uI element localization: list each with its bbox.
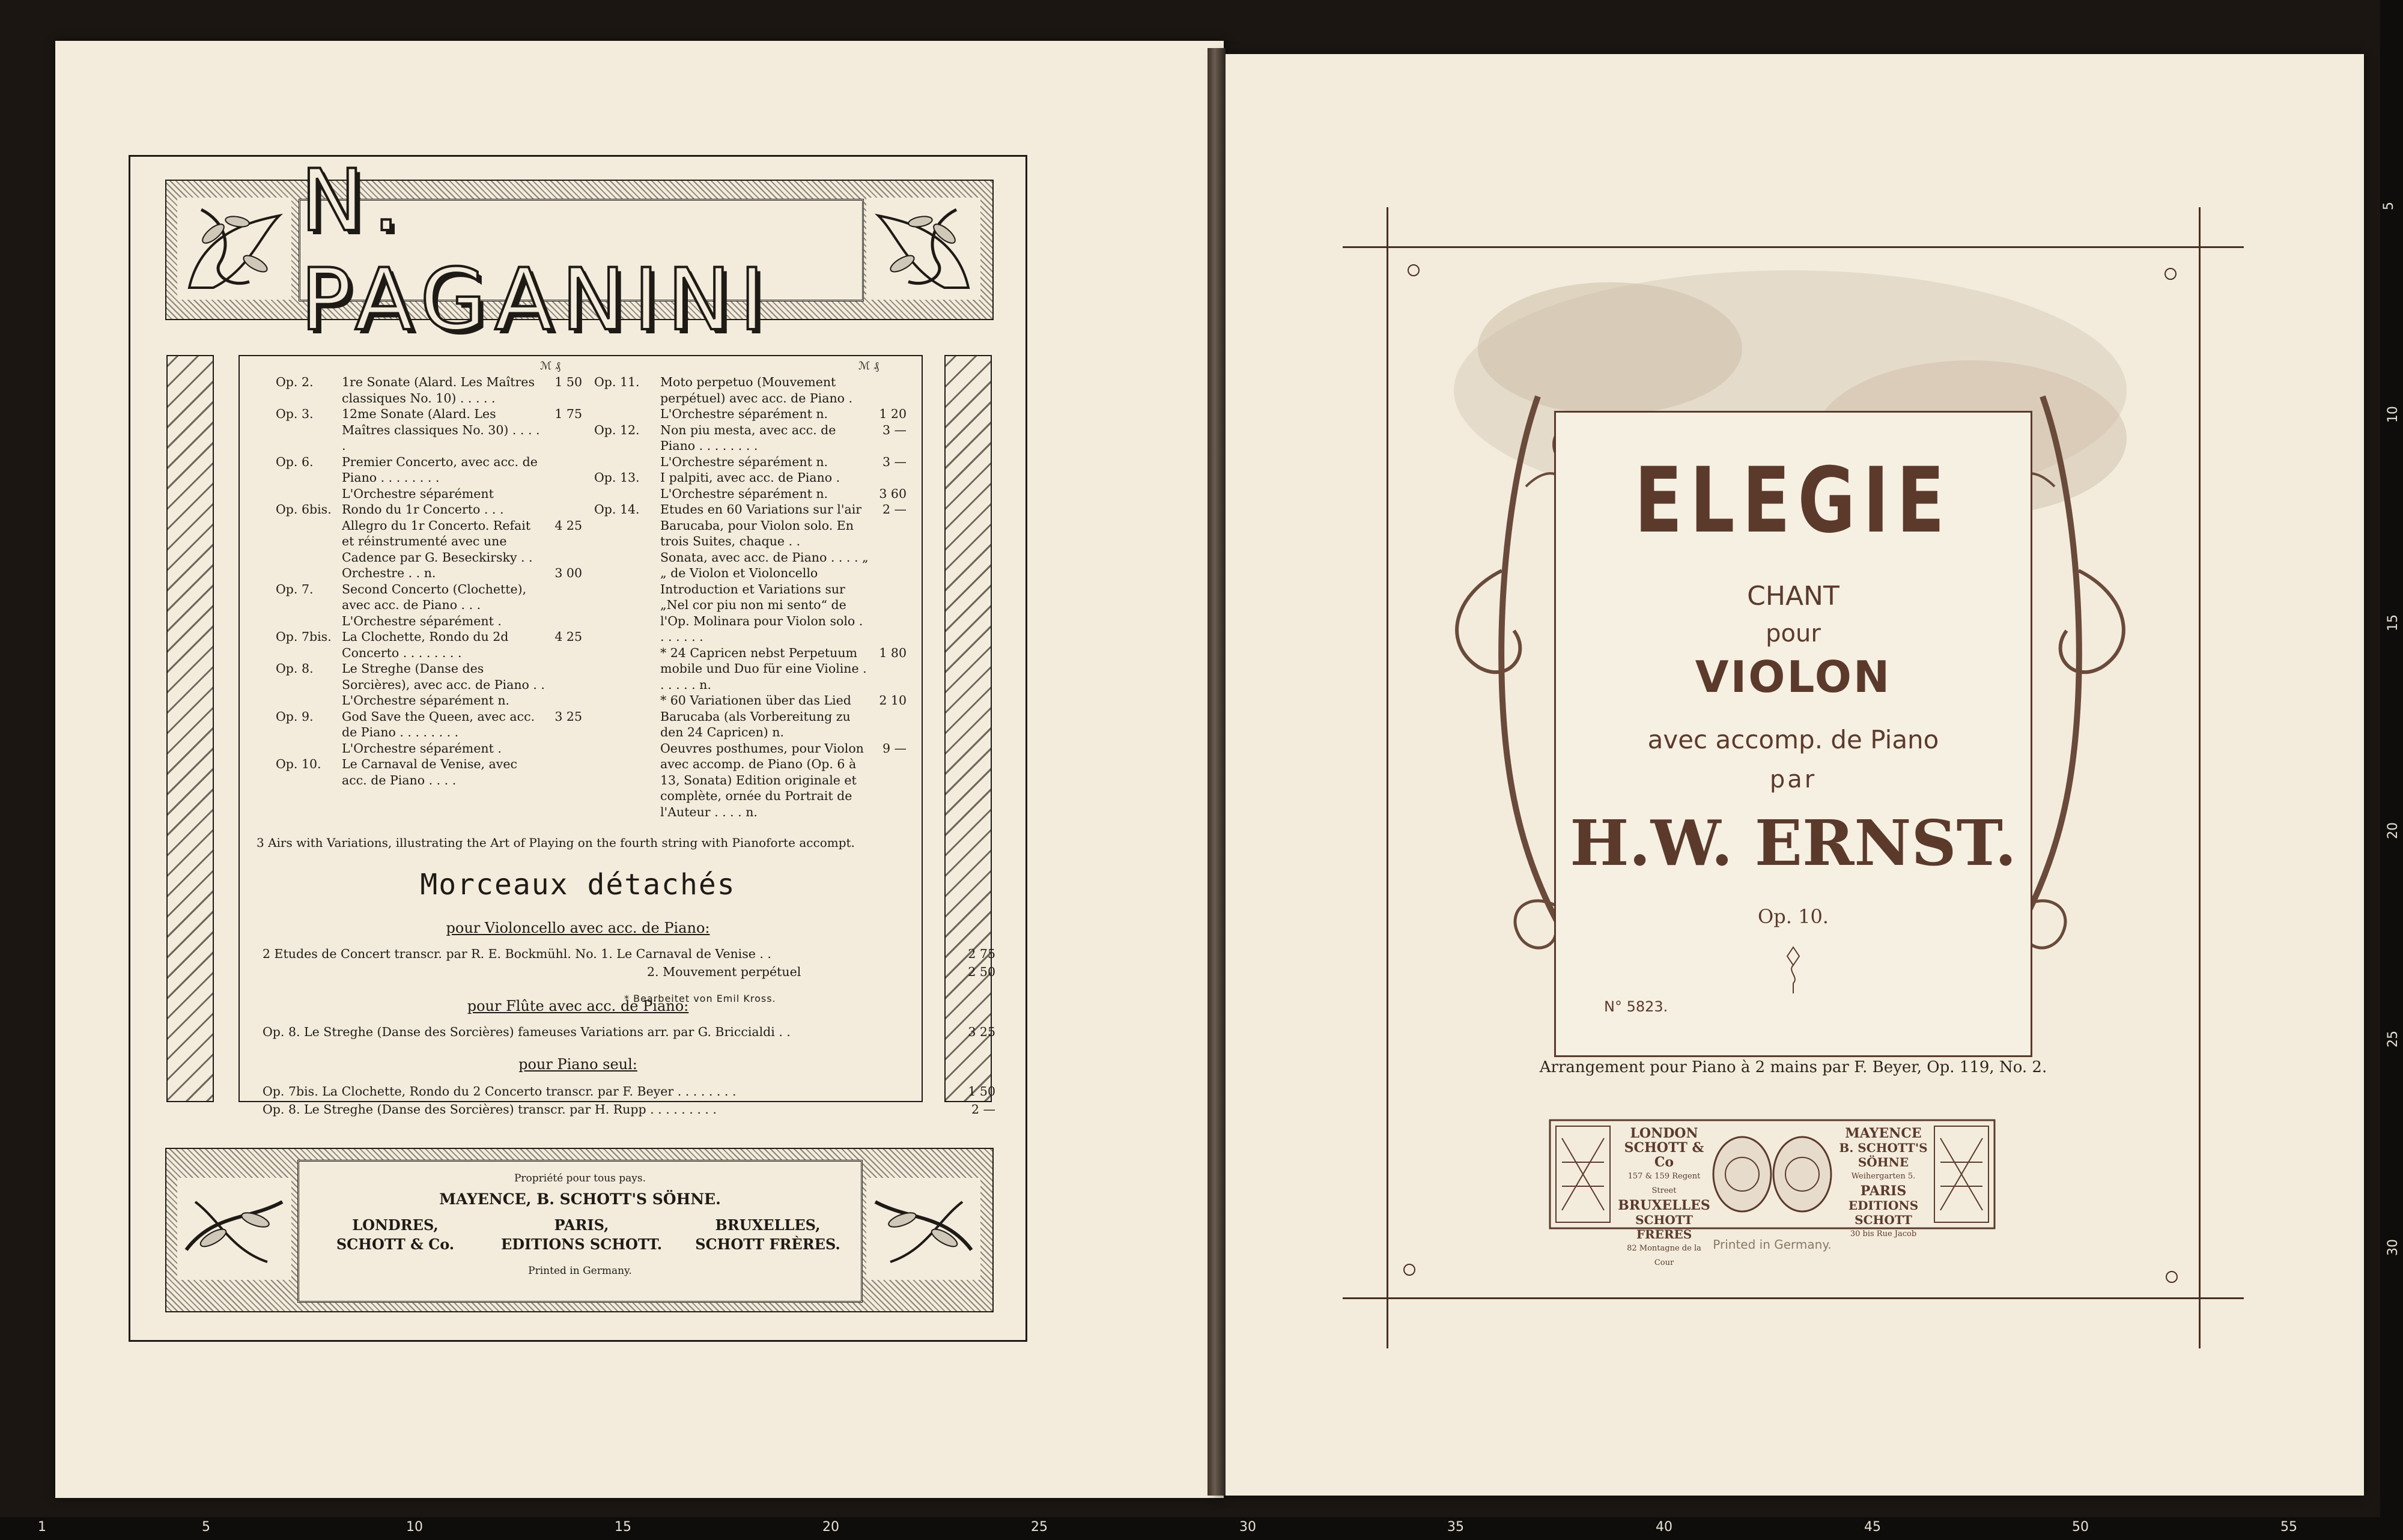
price: 3 — bbox=[882, 422, 907, 437]
work-description: Sonata, avec acc. de Piano . . . . „ „ de Violon et Violoncello bbox=[660, 550, 869, 580]
city: BRUXELLES, bbox=[715, 1216, 821, 1234]
title-banner bbox=[165, 151, 994, 350]
price: 1 50 bbox=[968, 1084, 995, 1099]
price: 1 80 bbox=[879, 645, 907, 660]
opus-label: Op. 9. bbox=[276, 709, 314, 724]
publisher-bruxelles bbox=[690, 1216, 846, 1254]
price bbox=[546, 454, 582, 486]
instrument: VIOLON bbox=[1695, 652, 1892, 702]
work-entry bbox=[594, 645, 907, 693]
ruler-label: 5 bbox=[202, 1520, 210, 1535]
publisher-footer bbox=[165, 1148, 994, 1312]
opus-label bbox=[276, 518, 342, 566]
price: 4 25 bbox=[554, 518, 582, 533]
opus-label bbox=[276, 741, 342, 757]
city: PARIS bbox=[1860, 1183, 1907, 1199]
flute-heading: pour Flûte avec acc. de Piano: bbox=[467, 998, 689, 1014]
cello-row bbox=[263, 965, 995, 979]
opus-label: Op. 3. bbox=[276, 407, 314, 421]
publisher-paris bbox=[497, 1216, 666, 1254]
price bbox=[546, 502, 582, 518]
price bbox=[546, 756, 582, 788]
title-plaque bbox=[299, 151, 864, 350]
accompaniment: avec accomp. de Piano bbox=[1647, 725, 1939, 754]
work-entry bbox=[594, 406, 907, 422]
work-entry bbox=[594, 454, 907, 470]
work-description: La Clochette, Rondo du 2d Concerto . . . . . . . . bbox=[342, 629, 509, 660]
work-entry bbox=[594, 581, 907, 645]
scroll-ornament-icon bbox=[866, 198, 980, 300]
work-entry bbox=[276, 486, 582, 502]
cello-row bbox=[263, 947, 995, 961]
city: PARIS, bbox=[554, 1216, 609, 1234]
price: 3 — bbox=[882, 454, 907, 469]
opus-label bbox=[594, 550, 660, 581]
address: 157 & 159 Regent Street bbox=[1627, 1172, 1701, 1195]
ruler-label: 50 bbox=[2072, 1520, 2089, 1535]
printed-in-germany: Printed in Germany. bbox=[1713, 1237, 1832, 1252]
opus-label: Op. 2. bbox=[276, 375, 314, 389]
corner-circle-icon bbox=[2166, 1271, 2178, 1283]
book-gutter bbox=[1208, 48, 1226, 1496]
firm: SCHOTT & Co. bbox=[336, 1235, 455, 1253]
work-description: L'Orchestre séparément . bbox=[342, 741, 502, 756]
opus-label bbox=[276, 565, 342, 581]
opus-label bbox=[594, 454, 660, 470]
work-description: L'Orchestre séparément bbox=[342, 486, 494, 501]
price: 1 75 bbox=[554, 407, 582, 421]
cello-line: 2. Mouvement perpétuel bbox=[647, 965, 801, 979]
frame-line-bottom bbox=[1343, 1297, 2244, 1299]
ruler-label: 30 bbox=[1239, 1520, 1256, 1535]
work-description: 1re Sonate (Alard. Les Maîtres classiques No. 10) . . . . . bbox=[342, 375, 535, 405]
opus-label: Op. 11. bbox=[594, 375, 640, 389]
work-title: ELEGIE bbox=[1634, 449, 1952, 553]
ruler-right bbox=[2380, 0, 2403, 1517]
work-entry bbox=[594, 374, 907, 406]
work-entry bbox=[276, 454, 582, 486]
works-list bbox=[238, 355, 923, 1102]
opus-label: Op. 7. bbox=[276, 581, 314, 596]
ruler-label: 40 bbox=[1656, 1520, 1672, 1535]
corner-circle-icon bbox=[1408, 264, 1420, 276]
opus-label bbox=[276, 613, 342, 629]
opus-label bbox=[594, 693, 660, 741]
work-entry bbox=[594, 741, 907, 820]
frame-line-right bbox=[2199, 207, 2201, 1348]
ruler-label: 25 bbox=[1031, 1520, 1048, 1535]
work-description: Premier Concerto, avec acc. de Piano . . . . . . . . bbox=[342, 454, 538, 485]
publisher-box bbox=[297, 1160, 863, 1303]
work-description: I palpiti, avec acc. de Piano . bbox=[660, 470, 840, 485]
frame-line-left bbox=[1387, 207, 1388, 1348]
work-description: Etudes en 60 Variations sur l'air Barucaba, pour Violon solo. En trois Suites, chaque . . bbox=[660, 502, 862, 548]
opus-label: Op. 14. bbox=[594, 502, 640, 517]
ornamental-border-left bbox=[166, 355, 214, 1102]
address: 30 bis Rue Jacob bbox=[1850, 1229, 1917, 1238]
opus-label: Op. 8. bbox=[276, 661, 314, 676]
firm: EDITIONS SCHOTT. bbox=[500, 1235, 663, 1253]
piano-heading: pour Piano seul: bbox=[518, 1056, 637, 1073]
work-entry bbox=[276, 613, 582, 629]
works-column-left bbox=[276, 374, 582, 788]
firm: EDITIONS SCHOTT bbox=[1848, 1198, 1919, 1227]
scroll-ornament-icon bbox=[177, 1178, 291, 1280]
subtitle-pour: pour bbox=[1766, 620, 1821, 647]
work-description: * 24 Capricen nebst Perpetuum mobile und Duo für eine Violine . . . . . . n. bbox=[660, 645, 867, 692]
plate-number: N° 5823. bbox=[1604, 998, 1668, 1015]
corner-circle-icon bbox=[2165, 268, 2177, 280]
work-description: L'Orchestre séparément n. bbox=[660, 407, 828, 421]
subtitle-chant: CHANT bbox=[1747, 581, 1839, 611]
price bbox=[546, 486, 582, 502]
price: 1 50 bbox=[554, 375, 582, 389]
work-description: 12me Sonate (Alard. Les Maîtres classiques No. 30) . . . . . bbox=[342, 407, 540, 453]
work-entry bbox=[276, 756, 582, 788]
firm: SCHOTT FRÈRES bbox=[1635, 1213, 1693, 1241]
work-entry bbox=[276, 518, 582, 566]
flourish-icon bbox=[1784, 944, 1802, 995]
opus-label bbox=[594, 645, 660, 693]
opus-label: Op. 13. bbox=[594, 470, 640, 485]
composer-title: N. PAGANINI bbox=[300, 151, 773, 350]
price bbox=[546, 661, 582, 693]
ruler-label: 15 bbox=[615, 1520, 631, 1535]
work-entry bbox=[276, 406, 582, 454]
ruler-bottom bbox=[0, 1517, 2403, 1540]
work-entry bbox=[594, 422, 907, 454]
title-plate bbox=[1554, 411, 2032, 1057]
footnote: * Bearbeitet von Emil Kross. bbox=[624, 993, 776, 1004]
flute-line: Op. 8. Le Streghe (Danse des Sorcières) fameuses Variations arr. par G. Briccialdi . . bbox=[263, 1025, 791, 1039]
price: 9 — bbox=[882, 741, 907, 756]
work-description: Orchestre . . n. bbox=[342, 566, 436, 580]
price bbox=[546, 693, 582, 709]
price bbox=[870, 374, 907, 406]
firm: B. SCHOTT'S SÖHNE bbox=[1839, 1141, 1928, 1169]
work-entry bbox=[594, 486, 907, 502]
address: Weihergarten 5. bbox=[1851, 1172, 1916, 1181]
cello-heading: pour Violoncello avec acc. de Piano: bbox=[446, 920, 710, 936]
section-title: Morceaux détachés bbox=[420, 868, 736, 902]
city: MAYENCE bbox=[1845, 1126, 1922, 1141]
opus-label bbox=[276, 693, 342, 709]
printed-line: Printed in Germany. bbox=[528, 1265, 632, 1277]
ruler-label: 10 bbox=[2386, 406, 2401, 423]
price bbox=[870, 550, 907, 581]
price: 1 20 bbox=[879, 407, 907, 421]
publisher-frame-icon bbox=[1538, 1102, 2007, 1246]
publisher-london bbox=[323, 1216, 467, 1254]
work-entry bbox=[276, 629, 582, 661]
ruler-label: 15 bbox=[2386, 614, 2401, 631]
work-description: Moto perpetuo (Mouvement perpétuel) avec acc. de Piano . bbox=[660, 375, 853, 405]
propriete-line: Propriété pour tous pays. bbox=[514, 1172, 646, 1184]
price-header: ℳ ₰ bbox=[858, 360, 879, 372]
ruler-label: 20 bbox=[822, 1520, 839, 1535]
work-entry bbox=[276, 502, 582, 518]
work-description: * 60 Variationen über das Lied Barucaba (als Vorbereitung zu den 24 Capricen) n. bbox=[660, 693, 851, 739]
flute-row bbox=[263, 1025, 995, 1039]
work-entry bbox=[276, 565, 582, 581]
ruler-label: 5 bbox=[2381, 202, 2396, 210]
frame-line-top bbox=[1343, 246, 2244, 248]
work-entry bbox=[594, 693, 907, 741]
price bbox=[870, 470, 907, 486]
price: 2 — bbox=[971, 1102, 995, 1117]
city: LONDRES, bbox=[352, 1216, 439, 1234]
airs-line: 3 Airs with Variations, illustrating the Art of Playing on the fourth string with Pianoforte accompt. bbox=[257, 835, 855, 850]
ruler-label: 20 bbox=[2386, 822, 2401, 839]
price bbox=[546, 581, 582, 613]
opus-number: Op. 10. bbox=[1758, 905, 1829, 928]
price: 2 — bbox=[882, 502, 907, 517]
work-description: Rondo du 1r Concerto . . . bbox=[342, 502, 504, 517]
publisher-right bbox=[1832, 1126, 1934, 1241]
price: 2 75 bbox=[968, 947, 995, 961]
work-description: Introduction et Variations sur „Nel cor piu non mi sento“ de l'Op. Molinara pour Violon solo . . . . . . . bbox=[660, 581, 863, 644]
opus-label: Op. 12. bbox=[594, 422, 640, 437]
price bbox=[546, 613, 582, 629]
corner-circle-icon bbox=[1403, 1264, 1415, 1276]
price bbox=[870, 581, 907, 645]
price: 3 60 bbox=[879, 486, 907, 501]
ruler-label: 1 bbox=[38, 1520, 46, 1535]
ornamental-border-right bbox=[944, 355, 992, 1102]
work-entry bbox=[276, 693, 582, 709]
work-entry bbox=[594, 502, 907, 550]
price: 3 25 bbox=[554, 709, 582, 724]
opus-label: Op. 6bis. bbox=[276, 502, 332, 517]
work-description: Le Streghe (Danse des Sorcières), avec acc. de Piano . . bbox=[342, 661, 545, 692]
work-description: God Save the Queen, avec acc. de Piano . . . . . . . . bbox=[342, 709, 535, 739]
ruler-label: 55 bbox=[2280, 1520, 2297, 1535]
composer-name: H.W. ERNST. bbox=[1570, 806, 2017, 880]
opus-label: Op. 10. bbox=[276, 757, 321, 771]
work-description: Allegro du 1r Concerto. Refait et réinstrumenté avec une Cadence par G. Beseckirsky . . bbox=[342, 518, 533, 565]
work-entry bbox=[276, 741, 582, 757]
piano-row bbox=[263, 1084, 995, 1099]
work-description: L'Orchestre séparément n. bbox=[660, 454, 828, 469]
firm: SCHOTT FRÈRES. bbox=[695, 1235, 840, 1253]
publisher-line: MAYENCE, B. SCHOTT'S SÖHNE. bbox=[439, 1190, 721, 1208]
work-entry bbox=[594, 470, 907, 486]
publisher-cartouche bbox=[1538, 1102, 2007, 1267]
opus-label: Op. 6. bbox=[276, 454, 314, 469]
work-description: L'Orchestre séparément . bbox=[342, 613, 502, 628]
piano-row bbox=[263, 1102, 995, 1117]
address: 82 Montagne de la Cour bbox=[1627, 1244, 1701, 1267]
city: BRUXELLES bbox=[1618, 1198, 1710, 1213]
price: 3 25 bbox=[968, 1025, 995, 1039]
cello-line: 2 Etudes de Concert transcr. par R. E. Bockmühl. No. 1. Le Carnaval de Venise . . bbox=[263, 947, 771, 961]
works-column-right bbox=[594, 374, 907, 820]
ruler-label: 30 bbox=[2386, 1239, 2401, 1256]
work-entry bbox=[276, 581, 582, 613]
work-description: L'Orchestre séparément n. bbox=[342, 693, 510, 708]
opus-label: Op. 7bis. bbox=[276, 629, 332, 644]
work-description: Oeuvres posthumes, pour Violon avec accomp. de Piano (Op. 6 à 13, Sonata) Edition originale et complète, ornée du Portrait de l'Auteur . . . . n. bbox=[660, 741, 864, 819]
opus-label bbox=[594, 581, 660, 645]
opus-label bbox=[276, 486, 342, 502]
catalog-frame bbox=[129, 151, 1027, 1342]
scroll-ornament-icon bbox=[177, 198, 291, 300]
work-description: Second Concerto (Clochette), avec acc. de Piano . . . bbox=[342, 581, 527, 612]
ruler-label: 35 bbox=[1447, 1520, 1464, 1535]
city: LONDON bbox=[1630, 1126, 1698, 1141]
work-description: L'Orchestre séparément n. bbox=[660, 486, 828, 501]
price bbox=[546, 741, 582, 757]
piano-line: Op. 8. Le Streghe (Danse des Sorcières) transcr. par H. Rupp . . . . . . . . . bbox=[263, 1102, 717, 1117]
price: 2 50 bbox=[968, 965, 995, 979]
ruler-label: 25 bbox=[2386, 1031, 2401, 1047]
ruler-label: 10 bbox=[406, 1520, 423, 1535]
price: 3 00 bbox=[554, 566, 582, 580]
firm: SCHOTT & Co bbox=[1624, 1140, 1704, 1170]
opus-label bbox=[594, 741, 660, 820]
work-entry bbox=[276, 374, 582, 406]
work-description: Le Carnaval de Venise, avec acc. de Piano . . . . bbox=[342, 757, 517, 787]
opus-label bbox=[594, 486, 660, 502]
subtitle-par: par bbox=[1769, 766, 1817, 793]
scroll-ornament-icon bbox=[866, 1178, 980, 1280]
work-entry bbox=[276, 661, 582, 693]
piano-line: Op. 7bis. La Clochette, Rondo du 2 Concerto transcr. par F. Beyer . . . . . . . . bbox=[263, 1084, 737, 1099]
work-description: Non piu mesta, avec acc. de Piano . . . . . . . . bbox=[660, 422, 836, 453]
ruler-label: 45 bbox=[1864, 1520, 1881, 1535]
price-header: ℳ ₰ bbox=[540, 360, 560, 372]
opus-label bbox=[594, 406, 660, 422]
arrangement-line: Arrangement pour Piano à 2 mains par F. Beyer, Op. 119, No. 2. bbox=[1539, 1058, 2047, 1076]
work-entry bbox=[594, 550, 907, 581]
price: 4 25 bbox=[554, 629, 582, 644]
work-entry bbox=[276, 709, 582, 741]
price: 2 10 bbox=[879, 693, 907, 708]
